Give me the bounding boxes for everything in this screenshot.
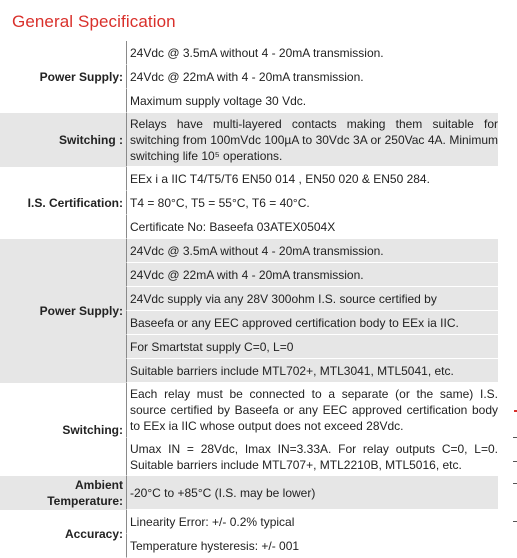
cropped-edge-tick: [513, 483, 517, 484]
spec-value: Maximum supply voltage 30 Vdc.: [126, 89, 498, 113]
spec-value: 24Vdc @ 22mA with 4 - 20mA transmission.: [126, 263, 498, 287]
spec-value: For Smartstat supply C=0, L=0: [126, 335, 498, 359]
spec-switching: [0, 113, 498, 167]
spec-ambient-temperature: [0, 476, 498, 510]
spec-value: Linearity Error: +/- 0.2% typical: [126, 510, 498, 534]
spec-label: Accuracy:: [64, 527, 123, 541]
cropped-edge-tick: [513, 437, 517, 438]
spec-table: [0, 41, 498, 558]
spec-value: Umax IN = 28Vdc, Imax IN=3.33A. For relay outputs C=0, L=0. Suitable barriers include MTL707+, MTL2210B, MTL5016, etc.: [126, 438, 498, 476]
spec-power-supply: [0, 41, 498, 113]
page-title: General Specification: [12, 12, 176, 31]
spec-value: 24Vdc @ 3.5mA without 4 - 20mA transmission.: [126, 41, 498, 65]
spec-value: 24Vdc @ 3.5mA without 4 - 20mA transmission.: [126, 239, 498, 263]
spec-value: EEx i a IIC T4/T5/T6 EN50 014 , EN50 020 & EN50 284.: [126, 167, 498, 191]
spec-value: T4 = 80°C, T5 = 55°C, T6 = 40°C.: [126, 191, 498, 215]
spec-label: Ambient Temperature:: [47, 478, 123, 508]
cropped-edge-tick: [513, 521, 517, 522]
spec-value: Temperature hysteresis: +/- 001: [126, 534, 498, 558]
spec-accuracy: [0, 510, 498, 558]
spec-label: Power Supply:: [39, 304, 123, 318]
spec-label: Switching:: [62, 422, 123, 437]
spec-value: Baseefa or any EEC approved certification body to EEx ia IIC.: [126, 311, 498, 335]
spec-value: Each relay must be connected to a separate (or the same) I.S. source certified by Baseefa or any EEC approved certification body to EEx ia IIC whose output does not exceed 28Vdc.: [126, 383, 498, 438]
spec-value: Certificate No: Baseefa 03ATEX0504X: [126, 215, 498, 239]
spec-value: Suitable barriers include MTL702+, MTL3041, MTL5041, etc.: [126, 359, 498, 383]
spec-label: Switching :: [59, 133, 123, 147]
cropped-edge-tick: [513, 461, 517, 462]
spec-value: Relays have multi-layered contacts making them suitable for switching from 100mVdc 100µA to 30Vdc 3A or 250Vac 4A. Minimum switching life 10⁵ operations.: [126, 113, 498, 167]
spec-is-power-supply: [0, 239, 498, 383]
spec-is-certification: [0, 167, 498, 239]
spec-is-switching: [0, 383, 498, 476]
spec-label: I.S. Certification:: [27, 196, 123, 210]
spec-value: 24Vdc supply via any 28V 300ohm I.S. source certified by: [126, 287, 498, 311]
spec-value: 24Vdc @ 22mA with 4 - 20mA transmission.: [126, 65, 498, 89]
spec-value: -20°C to +85°C (I.S. may be lower): [126, 476, 498, 510]
spec-label: Power Supply:: [39, 70, 123, 84]
